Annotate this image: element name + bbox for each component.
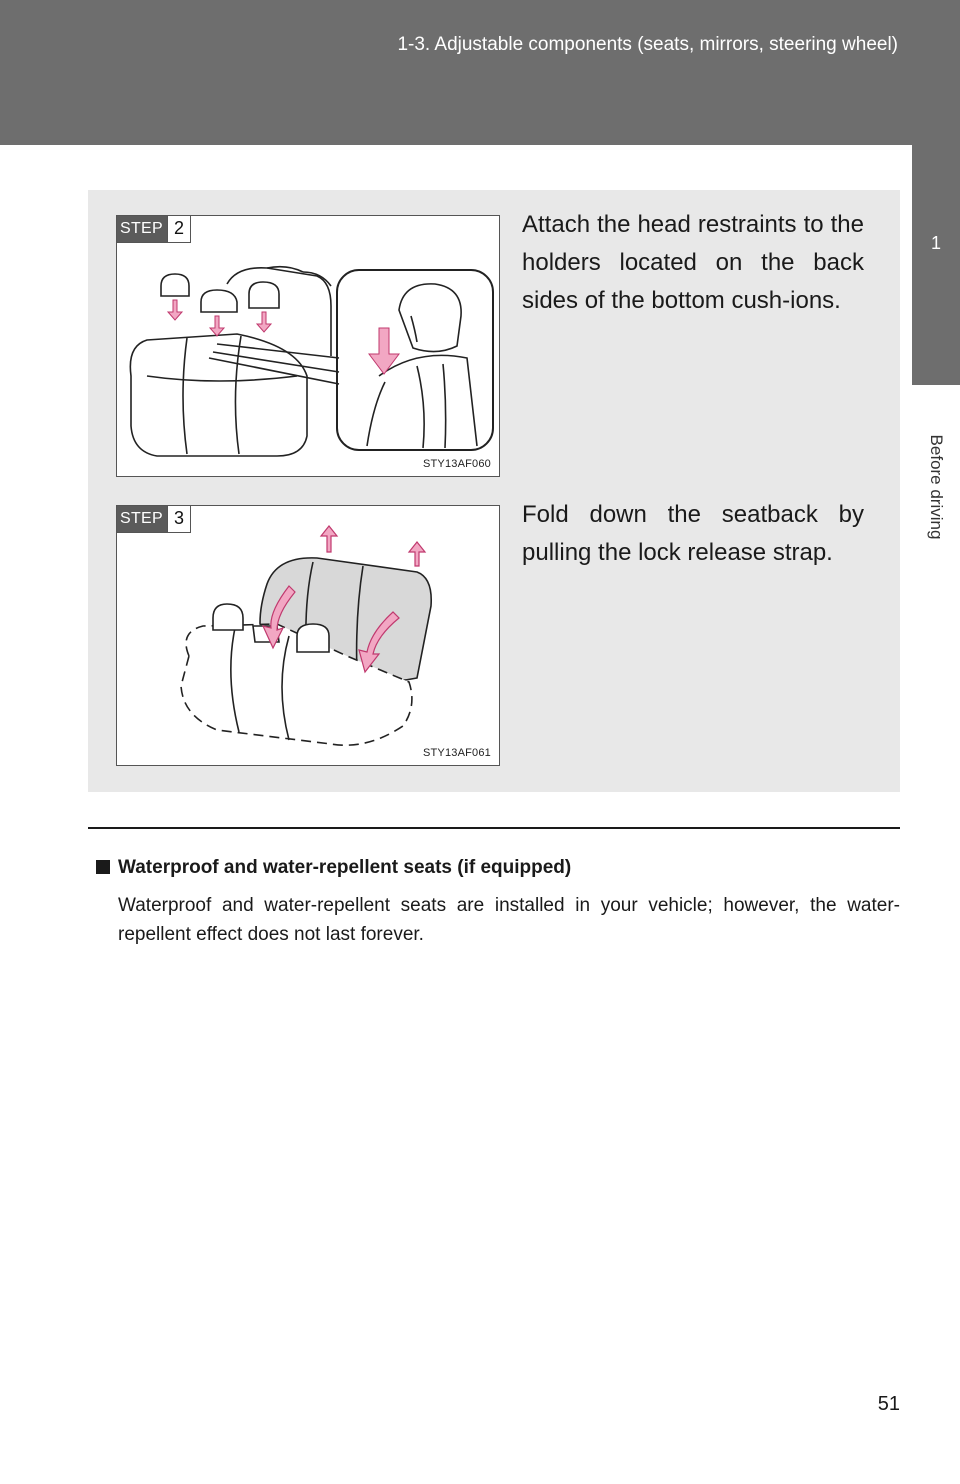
figure-code: STY13AF060	[422, 458, 491, 470]
step-word: STEP	[117, 216, 167, 242]
step-3-badge	[117, 506, 191, 533]
page-number: 51	[877, 1393, 900, 1415]
step-number: 2	[167, 216, 190, 242]
step-3-instruction: Fold down the seatback by pulling the lock release strap.	[522, 501, 864, 566]
step-number: 3	[167, 506, 190, 532]
step-2-instruction: Attach the head restraints to the holders located on the back sides of the bottom cush-ions.	[522, 211, 864, 314]
page-header	[0, 0, 960, 145]
note-body: Waterproof and water-repellent seats are installed in your vehicle; however, the water-repellent effect does not last forever.	[118, 895, 900, 945]
chapter-tab-label	[912, 387, 960, 587]
rear-seat-headrest-drawing	[117, 216, 500, 477]
note-heading	[96, 857, 571, 879]
chapter-title: Before driving	[927, 434, 946, 540]
rear-seat-fold-drawing	[117, 506, 500, 766]
section-title: 1-3. Adjustable components (seats, mirrors, steering wheel)	[397, 34, 898, 55]
square-bullet-icon	[96, 860, 110, 874]
chapter-number: 1	[930, 233, 941, 253]
note-heading-text: Waterproof and water-repellent seats (if equipped)	[118, 857, 572, 878]
figure-code: STY13AF061	[422, 747, 491, 759]
chapter-tab	[912, 145, 960, 385]
step-2-illustration	[116, 215, 500, 477]
step-word: STEP	[117, 506, 167, 532]
step-3-illustration	[116, 505, 500, 766]
step-2-badge	[117, 216, 191, 243]
section-divider	[88, 827, 900, 829]
